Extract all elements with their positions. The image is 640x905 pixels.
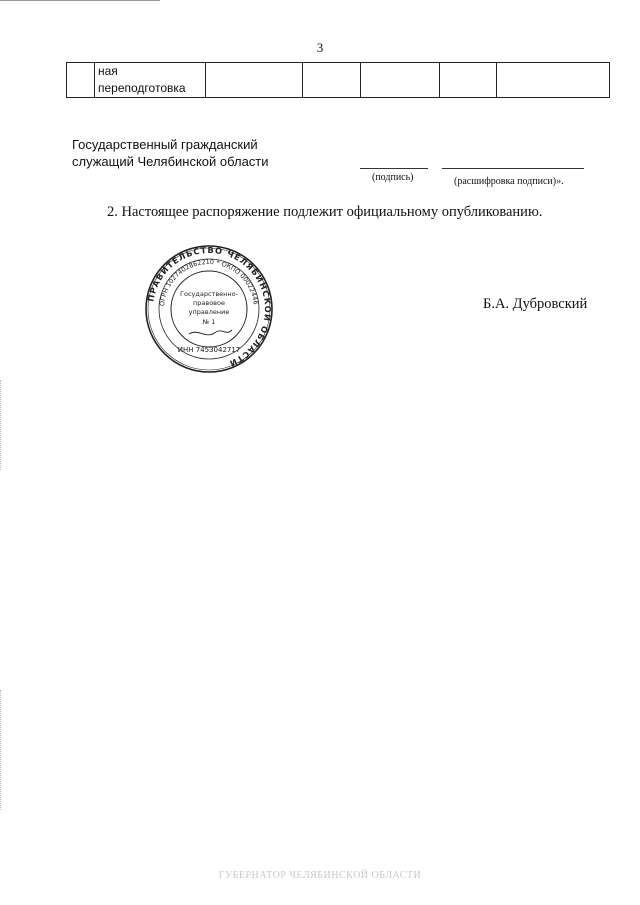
table-cell: [361, 63, 440, 98]
decode-caption: (расшифровка подписи)».: [454, 176, 564, 187]
table-cell: [95, 63, 206, 98]
publication-paragraph: 2. Настоящее распоряжение подлежит официальному опубликованию.: [107, 204, 543, 220]
table-cell: [497, 63, 610, 98]
scan-margin-marks: [0, 380, 5, 470]
scan-edge-line: [0, 0, 160, 3]
seal-inn-text: ИНН 7453042717: [177, 346, 241, 354]
seal-center-line: Государственно-: [180, 290, 238, 298]
signer-title-line: служащий Челябинской области: [72, 154, 269, 169]
continuation-table: [66, 62, 610, 98]
seal-middle-text: ОГРН 1027402862210 * ОКПО 00022446: [158, 257, 260, 307]
cell-line: переподготовка: [98, 81, 186, 95]
handwritten-signature: [189, 330, 232, 335]
cell-line: ная: [98, 64, 118, 78]
official-seal: [144, 244, 274, 374]
training-type-cell: [95, 63, 205, 97]
seal-outer-text: ПРАВИТЕЛЬСТВО ЧЕЛЯБИНСКОЙ ОБЛАСТИ: [145, 244, 274, 370]
table-cell: [67, 63, 95, 98]
signer-title-line: Государственный гражданский: [72, 137, 258, 152]
seal-center-line: правовое: [193, 299, 225, 307]
footer-watermark: ГУБЕРНАТОР ЧЕЛЯБИНСКОЙ ОБЛАСТИ: [218, 870, 422, 881]
seal-center-line: № 1: [202, 318, 216, 326]
signature-caption: (подпись): [372, 172, 414, 183]
scan-margin-marks: [0, 690, 5, 810]
seal-center-line: управление: [188, 308, 230, 316]
signature-line: [360, 168, 428, 169]
table-cell: [303, 63, 361, 98]
decode-line: [442, 168, 584, 169]
table-cell: [206, 63, 303, 98]
table-cell: [440, 63, 497, 98]
signer-title: [72, 136, 269, 170]
table-row: [67, 63, 610, 98]
signatory-name: Б.А. Дубровский: [483, 296, 588, 312]
page-number: 3: [316, 40, 324, 55]
